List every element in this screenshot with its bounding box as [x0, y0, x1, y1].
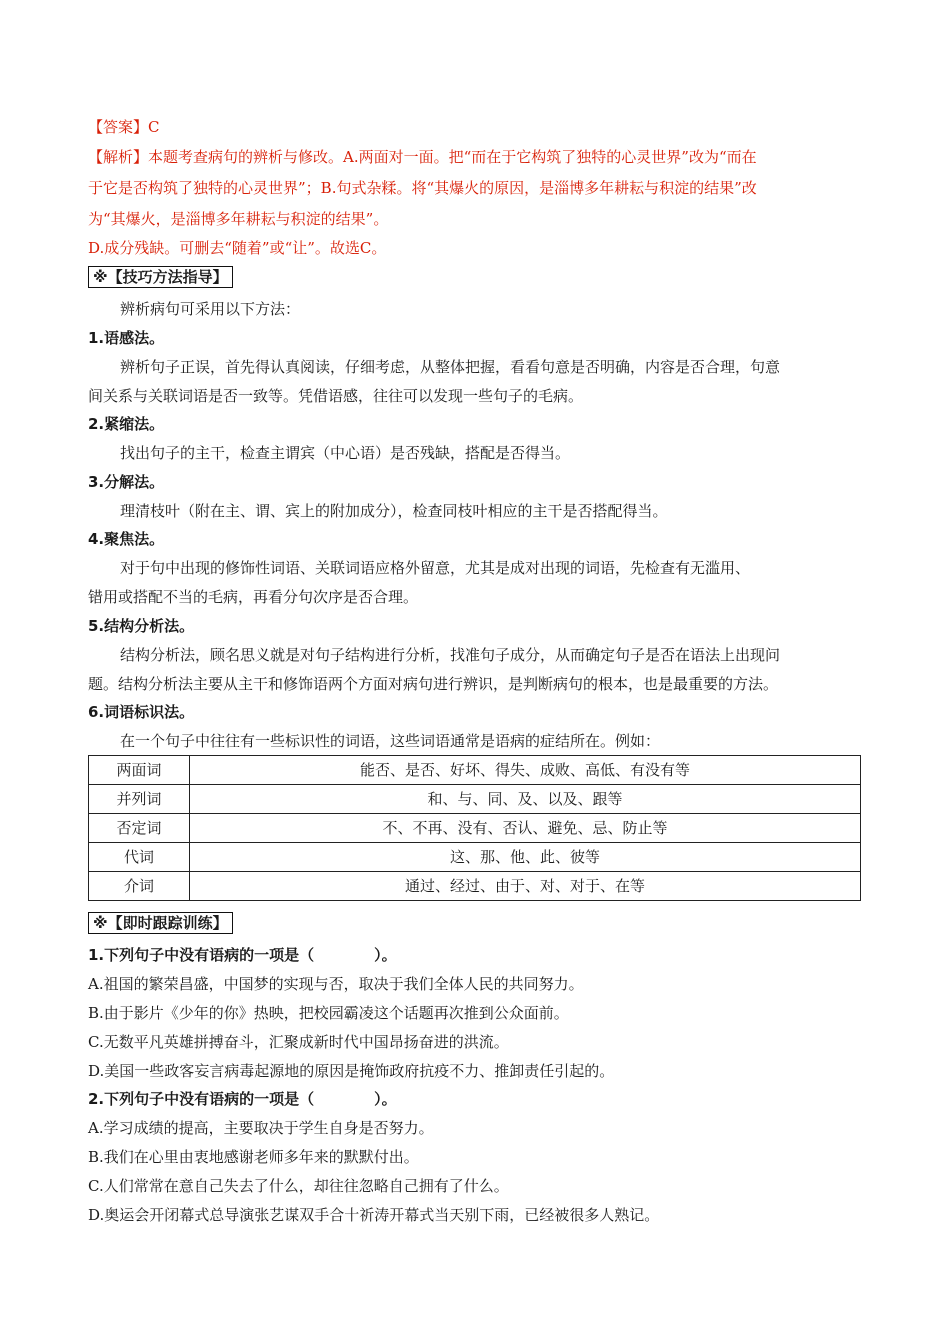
method-1-line-2: 间关系与关联词语是否一致等。凭借语感，往往可以发现一些句子的毛病。	[88, 387, 584, 405]
answer-label: 【答案】C	[88, 118, 160, 136]
question-2-option-a: A.学习成绩的提高，主要取决于学生自身是否努力。	[88, 1119, 434, 1137]
question-2-stem: 2.下列句子中没有语病的一项是（ ）。	[88, 1090, 397, 1108]
question-1-option-a: A.祖国的繁荣昌盛，中国梦的实现与否，取决于我们全体人民的共同努力。	[88, 975, 584, 993]
table-cell-words: 这、那、他、此、彼等	[190, 843, 861, 872]
table-cell-type: 并列词	[89, 785, 190, 814]
marker-words-table	[88, 755, 861, 901]
section-title-methods: ※【技巧方法指导】	[88, 266, 233, 288]
question-1-option-c: C.无数平凡英雄拼搏奋斗，汇聚成新时代中国昂扬奋进的洪流。	[88, 1033, 509, 1051]
table-cell-words: 和、与、同、及、以及、跟等	[190, 785, 861, 814]
table-cell-type: 否定词	[89, 814, 190, 843]
table-row	[89, 785, 861, 814]
question-1-option-b: B.由于影片《少年的你》热映，把校园霸凌这个话题再次推到公众面前。	[88, 1004, 569, 1022]
table-cell-words: 能否、是否、好坏、得失、成败、高低、有没有等	[190, 756, 861, 785]
method-4-line-2: 错用或搭配不当的毛病，再看分句次序是否合理。	[88, 588, 419, 606]
method-1-line-1: 辨析句子正误，首先得认真阅读，仔细考虑，从整体把握，看看句意是否明确，内容是否合理，句意	[120, 358, 781, 376]
method-6-line-1: 在一个句子中往往有一些标识性的词语，这些词语通常是语病的症结所在。例如：	[120, 732, 661, 750]
table-cell-words: 不、不再、没有、否认、避免、忌、防止等	[190, 814, 861, 843]
table-row	[89, 872, 861, 901]
question-2-option-b: B.我们在心里由衷地感谢老师多年来的默默付出。	[88, 1148, 419, 1166]
method-2-title: 2.紧缩法。	[88, 415, 165, 433]
table-cell-type: 两面词	[89, 756, 190, 785]
question-1-stem: 1.下列句子中没有语病的一项是（ ）。	[88, 946, 397, 964]
table-row	[89, 756, 861, 785]
question-2-option-d: D.奥运会开闭幕式总导演张艺谋双手合十祈涛开幕式当天别下雨，已经被很多人熟记。	[88, 1206, 660, 1224]
method-5-line-1: 结构分析法，顾名思义就是对句子结构进行分析，找准句子成分，从而确定句子是否在语法上出现问	[120, 646, 781, 664]
method-4-title: 4.聚焦法。	[88, 530, 165, 548]
method-3-line-1: 理清枝叶（附在主、谓、宾上的附加成分），检查同枝叶相应的主干是否搭配得当。	[120, 502, 668, 520]
question-2-option-c: C.人们常常在意自己失去了什么，却往往忽略自己拥有了什么。	[88, 1177, 509, 1195]
analysis-line-1: 【解析】本题考查病句的辨析与修改。A.两面对一面。把“而在于它构筑了独特的心灵世界”改为“而在	[88, 148, 757, 166]
analysis-line-3: 为“其爆火，是淄博多年耕耘与积淀的结果”。	[88, 210, 389, 228]
table-cell-type: 代词	[89, 843, 190, 872]
question-1-option-d: D.美国一些政客妄言病毒起源地的原因是掩饰政府抗疫不力、推卸责任引起的。	[88, 1062, 615, 1080]
table-cell-words: 通过、经过、由于、对、对于、在等	[190, 872, 861, 901]
table-row	[89, 814, 861, 843]
method-1-title: 1.语感法。	[88, 329, 165, 347]
methods-intro: 辨析病句可采用以下方法：	[120, 300, 301, 318]
method-4-line-1: 对于句中出现的修饰性词语、关联词语应格外留意，尤其是成对出现的词语，先检查有无滥用、	[120, 559, 751, 577]
analysis-line-2: 于它是否构筑了独特的心灵世界”；B.句式杂糅。将“其爆火的原因，是淄博多年耕耘与积淀的结果”改	[88, 179, 757, 197]
section-title-practice: ※【即时跟踪训练】	[88, 912, 233, 934]
method-2-line-1: 找出句子的主干，检查主谓宾（中心语）是否残缺，搭配是否得当。	[120, 444, 571, 462]
method-5-title: 5.结构分析法。	[88, 617, 195, 635]
table-cell-type: 介词	[89, 872, 190, 901]
method-6-title: 6.词语标识法。	[88, 703, 195, 721]
method-5-line-2: 题。结构分析法主要从主干和修饰语两个方面对病句进行辨识，是判断病句的根本，也是最重要的方法。	[88, 675, 779, 693]
method-3-title: 3.分解法。	[88, 473, 165, 491]
table-row	[89, 843, 861, 872]
analysis-line-4: D.成分残缺。可删去“随着”或“让”。故选C。	[88, 239, 387, 257]
